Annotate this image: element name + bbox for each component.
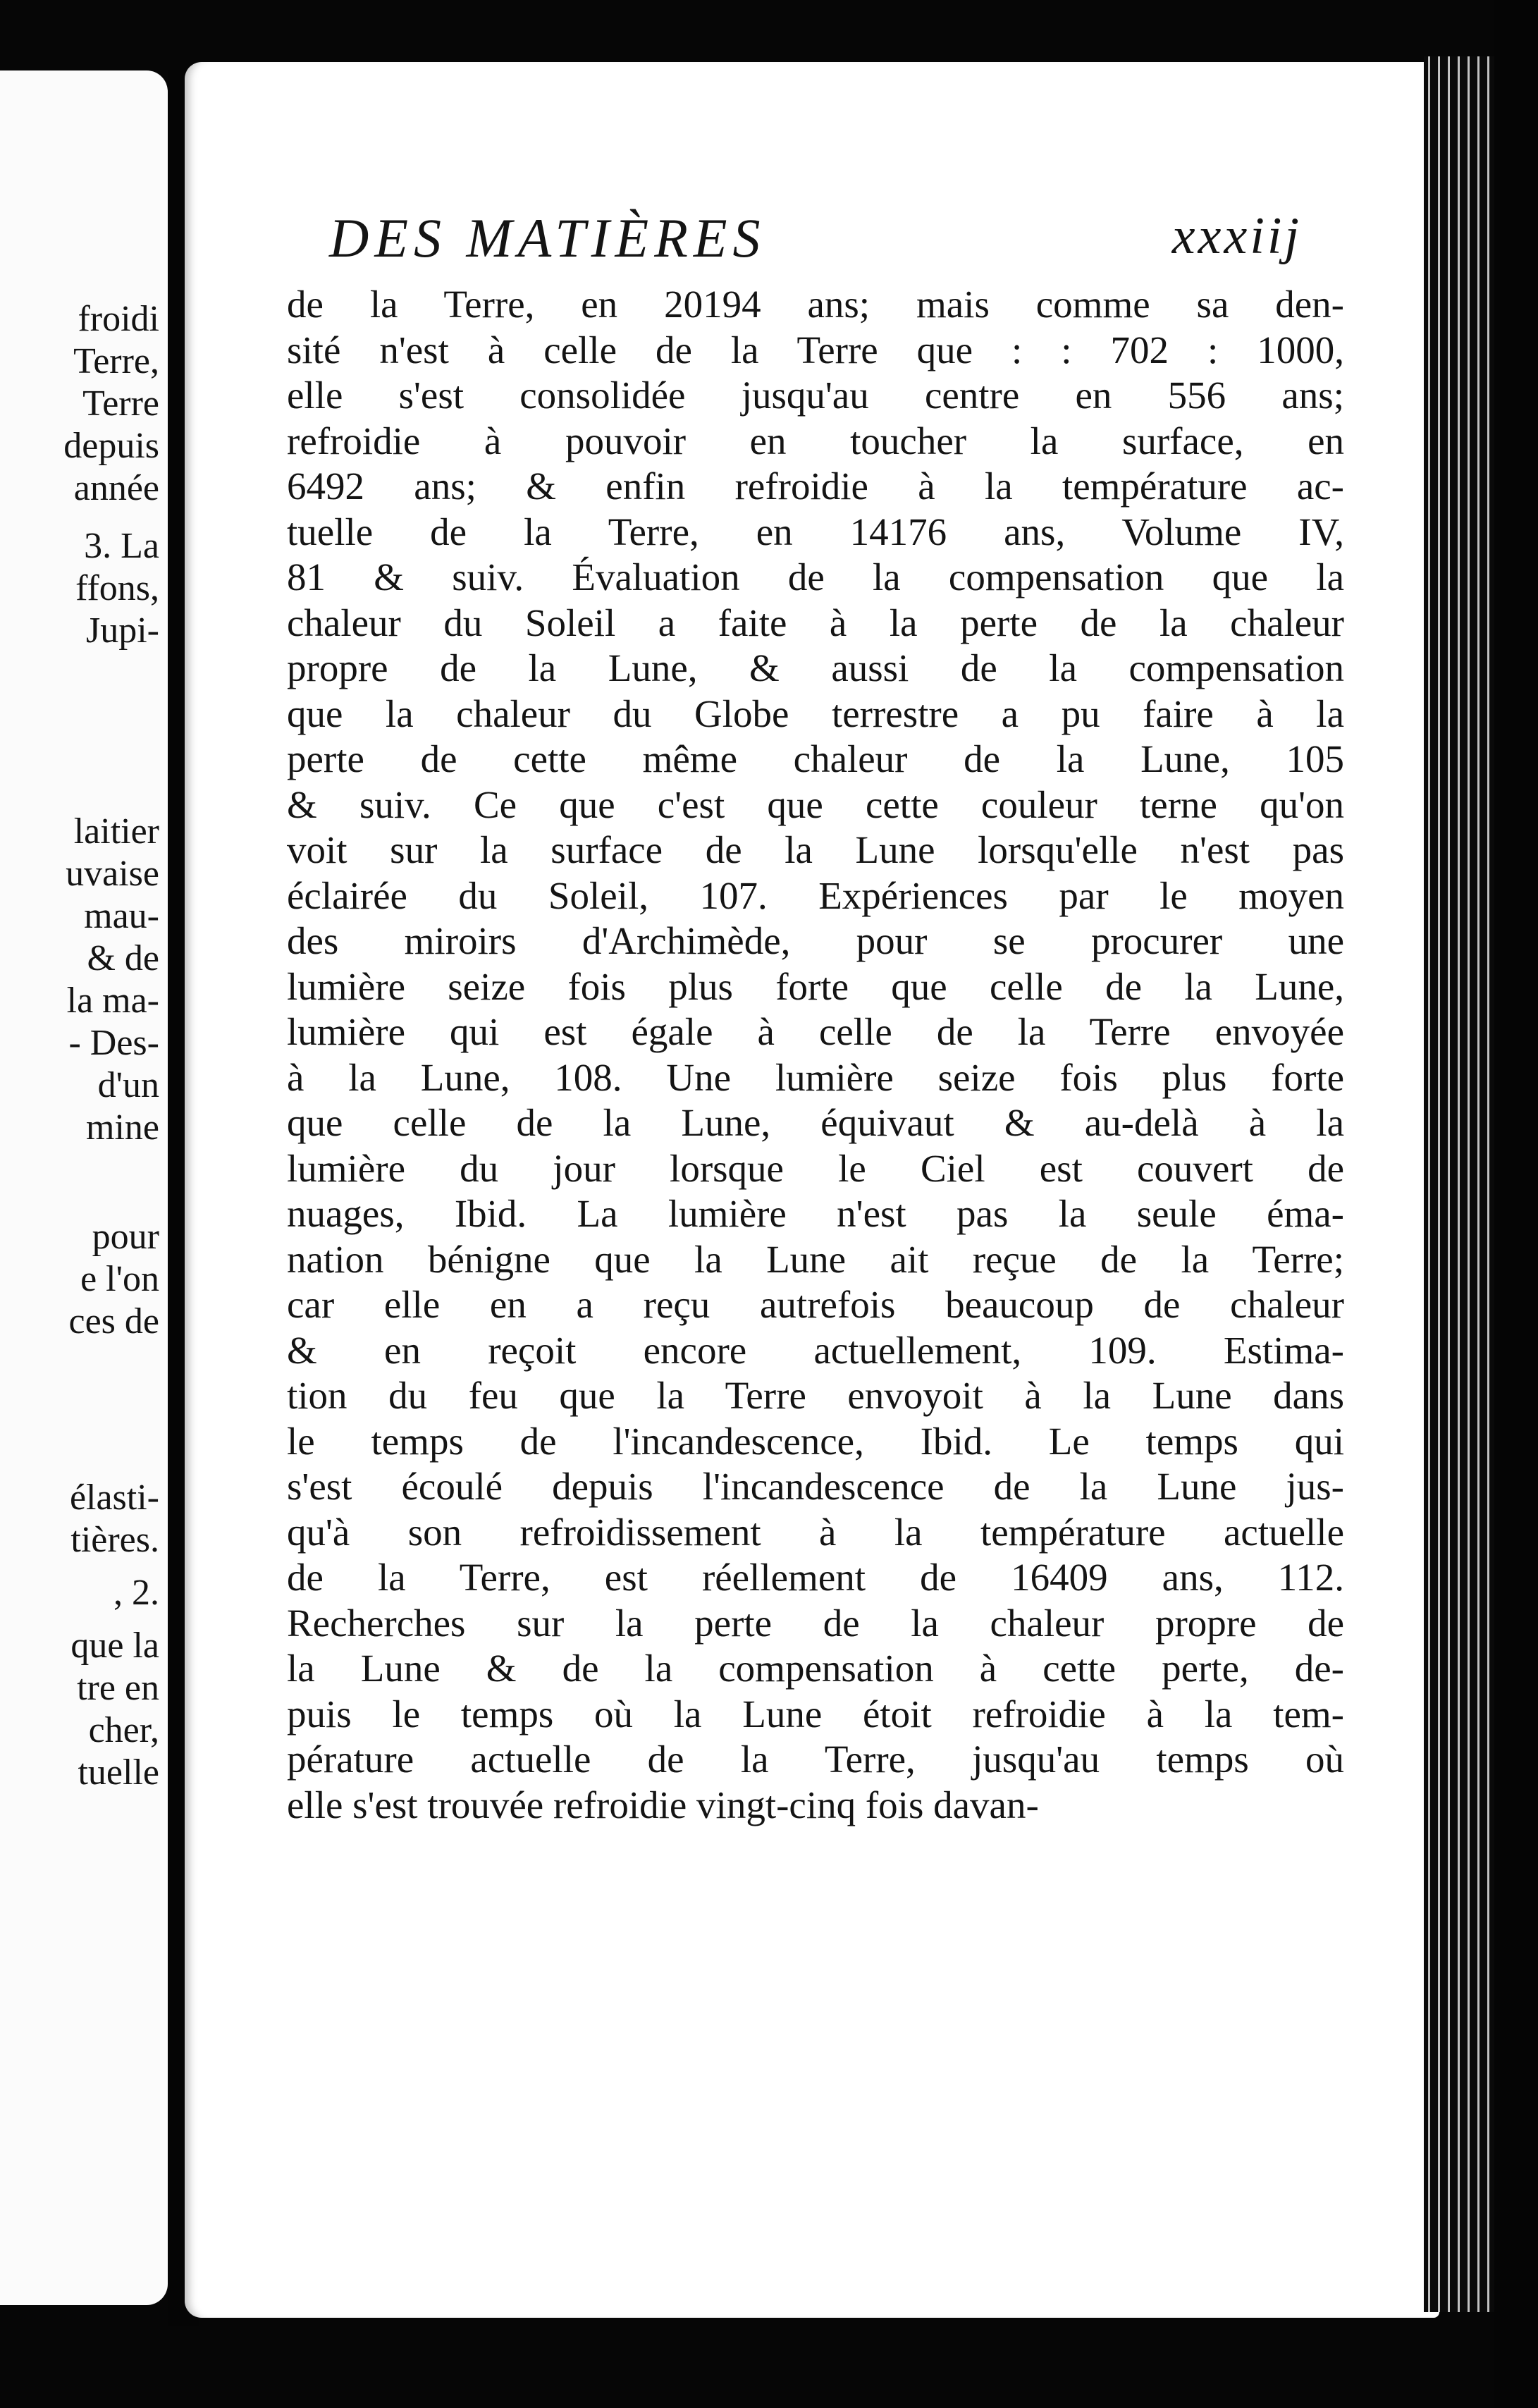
text-line: lumière qui est égale à celle de la Terre envoyée (287, 1010, 1344, 1053)
text-line: & suiv. Ce que c'est que cette couleur terne qu'on (287, 782, 1344, 826)
left-page-fragment: pour (92, 1217, 159, 1257)
text-line: 81 & suiv. Évaluation de la compensation que la (287, 555, 1344, 598)
left-page-fragment: Jupi- (86, 610, 159, 651)
text-line: elle s'est trouvée refroidie vingt-cinq fois davan- (287, 1783, 1039, 1826)
text-line: car elle en a reçu autrefois beaucoup de chaleur (287, 1283, 1344, 1326)
left-page-fragment: tuelle (78, 1752, 159, 1793)
left-page-fragment: tières. (70, 1520, 159, 1560)
text-line: nuages, Ibid. La lumière n'est pas la seule éma- (287, 1192, 1344, 1235)
left-page-fragment: cher, (88, 1710, 159, 1750)
left-page-fragment: uvaise (66, 854, 159, 894)
left-page-fragment: 3. La (84, 526, 159, 566)
left-page-fragment: Terre, (73, 341, 159, 381)
left-page-margin (0, 70, 168, 2305)
left-page-fragment: la ma- (66, 981, 159, 1021)
left-page-fragment: ces de (68, 1301, 159, 1341)
text-line: éclairée du Soleil, 107. Expériences par le moyen (287, 873, 1344, 917)
text-line: nation bénigne que la Lune ait reçue de la Terre; (287, 1237, 1344, 1281)
left-page-fragment: élasti- (69, 1478, 159, 1518)
text-line: s'est écoulé depuis l'incandescence de la Lune jus- (287, 1465, 1344, 1508)
left-page-fragment: froidi (78, 299, 159, 339)
text-line: lumière seize fois plus forte que celle de la Lune, (287, 964, 1344, 1008)
background-edge (1494, 0, 1538, 2408)
text-line: 6492 ans; & enfin refroidie à la température ac- (287, 465, 1344, 508)
text-line: que la chaleur du Globe terrestre a pu faire à la (287, 692, 1344, 735)
text-line: de la Terre, est réellement de 16409 ans, 112. (287, 1556, 1344, 1599)
left-page-fragment: laitier (73, 811, 159, 852)
left-page-fragment: & de (87, 938, 159, 978)
left-page-fragment: Terre (82, 383, 159, 424)
right-page (185, 62, 1439, 2318)
text-line: qu'à son refroidissement à la température actuelle (287, 1510, 1344, 1554)
text-line: sité n'est à celle de la Terre que : : 702 : 1000, (287, 328, 1344, 371)
left-page-fragment: mine (86, 1107, 159, 1148)
left-page-fragment: depuis (63, 426, 159, 466)
text-line: des miroirs d'Archimède, pour se procurer une (287, 919, 1344, 962)
left-page-fragment: ffons, (75, 568, 159, 608)
text-line: pérature actuelle de la Terre, jusqu'au temps où (287, 1738, 1344, 1781)
index-text-block (287, 282, 1344, 1828)
text-line: Recherches sur la perte de la chaleur propre de (287, 1601, 1344, 1645)
text-line: propre de la Lune, & aussi de la compensation (287, 646, 1344, 689)
text-line: refroidie à pouvoir en toucher la surface, en (287, 419, 1344, 462)
left-page-fragment: e l'on (80, 1259, 159, 1299)
page-number: xxxiij (1171, 207, 1302, 265)
left-page-fragment: que la (70, 1626, 159, 1666)
text-line: de la Terre, en 20194 ans; mais comme sa den- (287, 283, 1344, 326)
text-line: lumière du jour lorsque le Ciel est couvert de (287, 1146, 1344, 1190)
running-header (329, 199, 1302, 284)
text-line: que celle de la Lune, équivaut & au-delà à la (287, 1101, 1344, 1144)
text-line: tuelle de la Terre, en 14176 ans, Volume IV, (287, 510, 1344, 553)
text-line: la Lune & de la compensation à cette perte, de- (287, 1647, 1344, 1690)
page-edges (1424, 56, 1494, 2312)
text-line: puis le temps où la Lune étoit refroidie à la tem- (287, 1692, 1344, 1736)
text-line: & en reçoit encore actuellement, 109. Estima- (287, 1328, 1344, 1372)
text-line: le temps de l'incandescence, Ibid. Le temps qui (287, 1419, 1344, 1463)
text-line: elle s'est consolidée jusqu'au centre en 556 ans; (287, 374, 1344, 417)
running-title: DES MATIÈRES (329, 207, 766, 269)
text-line: à la Lune, 108. Une lumière seize fois plus forte (287, 1055, 1344, 1099)
left-page-fragment: mau- (84, 896, 159, 936)
text-line: tion du feu que la Terre envoyoit à la Lune dans (287, 1374, 1344, 1417)
left-page-fragment: d'un (97, 1065, 159, 1105)
text-line: chaleur du Soleil a faite à la perte de la chaleur (287, 601, 1344, 644)
text-line: voit sur la surface de la Lune lorsqu'elle n'est pas (287, 828, 1344, 871)
left-page-fragment: année (73, 468, 159, 508)
left-page-fragment: , 2. (113, 1573, 159, 1613)
left-page-fragment: tre en (77, 1668, 159, 1708)
text-line: perte de cette même chaleur de la Lune, 105 (287, 737, 1344, 780)
left-page-fragment: - Des- (68, 1023, 159, 1063)
